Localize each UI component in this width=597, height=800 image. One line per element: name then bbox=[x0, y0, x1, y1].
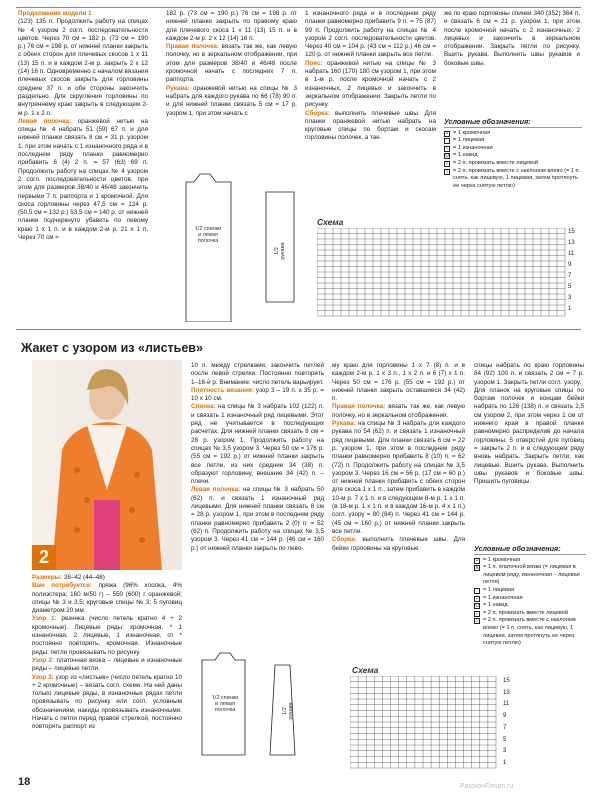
legend-symbol-icon: / bbox=[444, 161, 450, 167]
article-title: Жакет с узором из «листьев» bbox=[21, 341, 203, 355]
paragraph: (123) 135 п. Продолжить работу на спицах № 4 узором 2 согл. последовательности цветов. Через 70 см = 182 р. (73 см = 190 р.) 76 см = 198 р. от нижней планки закрыть с обеих сторон для плечевых скосов 1 х 11 (13) 15 п. и в каждом 2-м р. закрыть 2 х 12 (14) 16 п. Одновременно с началом вязания плечевых скосов закрыть для горловины средние 37 п. и обе стороны закончить раздельно. Для скругления горловины по внутреннему краю закрыть в следующем 2-м р. 1 х 2 п. bbox=[18, 18, 148, 117]
legend-symbol-icon: \ bbox=[444, 169, 450, 175]
legend-item bbox=[444, 130, 582, 138]
model-photo bbox=[32, 360, 182, 570]
page-number: 18 bbox=[18, 776, 31, 788]
legend-title: Условные обозначения: bbox=[474, 545, 586, 555]
row-number: 15 bbox=[568, 229, 575, 235]
bottom-col-1 bbox=[32, 574, 182, 770]
bottom-col-3 bbox=[332, 362, 465, 642]
legend-item bbox=[474, 610, 586, 618]
legend-item bbox=[474, 587, 586, 595]
paragraph: Узор 2: платочная вязка – лицевые и изнаночные ряды – лицевые петли. bbox=[32, 656, 182, 673]
top-col-3 bbox=[305, 10, 436, 225]
legend-text: = 1 накид bbox=[453, 152, 478, 159]
paragraph: 182 р. (73 см = 190 р.) 76 см = 198 р. от нижней планки закрыть по правому краю для плечевого скоса 1 х 11 (13) 15 п. и в каждом 2-м р. 2 х 12 (14) 16 п. bbox=[166, 10, 297, 42]
row-number: 5 bbox=[568, 284, 572, 290]
legend-item bbox=[474, 595, 586, 603]
legend-item bbox=[444, 168, 582, 191]
row-number: 1 bbox=[503, 759, 507, 766]
site-watermark: PassionForum.ru bbox=[460, 783, 514, 790]
row-number: 3 bbox=[503, 748, 507, 755]
legend-bottom bbox=[474, 545, 586, 648]
schema-row-numbers-bottom bbox=[503, 676, 510, 770]
legend-text: = 1 кромочная bbox=[483, 556, 521, 563]
legend-text: = 1 кромочная bbox=[453, 129, 491, 136]
schema-title-bottom: Схема bbox=[352, 665, 379, 675]
legend-text: = 1 изнаночная bbox=[453, 144, 493, 151]
legend-text: = 1 накид bbox=[483, 602, 508, 609]
paragraph: Правая полочка: вязать так же, как левую полочку, но в зеркальном отображении, при этом для размеров 38/40 и 46/48 после кромочной начать с последних 7 п. раппорта. bbox=[166, 43, 297, 84]
schema-row-numbers-top bbox=[568, 227, 575, 315]
legend-text: = 2 п. провязать вместе с наклоном влево (= 1 п. снять, как лицевую, 1 лицевая, затем протянуть ее через снятую петлю) bbox=[453, 167, 581, 189]
paragraph: Левая полочка: оранжевой нитью на спицы № 4 набрать 51 (59) 67 п. и для нижней планки связать 8 см = 31 р. узором 1, при этом начать с 1 изнаночного ряда и в последнем ряду планки равномерно прибавить 6 (4) 2 п. = 57 (63) 69 п. Продолжить работу на спицах № 4 узором 2 согл. последовательности цветов, при этом для размеров 38/40 и 46/48 закончить первыми 7 п. раппорта и 1 кромочной. Для скоса горловины через 47,5 см = 124 р. (50,5 см = 132 р.) 53,5 см = 140 р. от нижней планки подчеркнуто убавить по левому краю 1 х 1 п. и в каждом 2-м р. 21 х 1 п. Через 70 см = bbox=[18, 117, 148, 242]
legend-symbol-icon: • bbox=[444, 131, 450, 137]
row-number: 7 bbox=[503, 724, 507, 731]
legend-item bbox=[444, 152, 582, 160]
legend-symbol-icon: / bbox=[474, 611, 480, 617]
paragraph: Вам потребуется: пряжа (96% хлопка, 4% полиэстера; 160 м/50 г) – 550 (600) г оранжевой; спицы № 3 и 3,5; круговые спицы № 3; 5 пуговиц диаметром 20 мм. bbox=[32, 582, 182, 615]
section-rule bbox=[16, 329, 581, 330]
schema-grid-top bbox=[317, 228, 567, 318]
paragraph: Рукава: оранжевой нитью на спицы № 3 набрать для каждого рукава по 66 (78) 90 п. и для нижней планки связать 5 см = 17 р. узором 1, при этом начать с bbox=[166, 84, 297, 117]
paragraph: му краю для горловины 1 х 7 (8) п. и в каждом 2-м р. 1 х 3 п., 1 х 2 п. и 6 (7) х 1 п. Через 50 см = 176 р. (55 см = 192 р.) от нижней планки закрыть оставшиеся 34 (42) п. bbox=[332, 362, 465, 403]
top-col-2 bbox=[166, 10, 297, 150]
paragraph: Сборка: выполнить плечевые швы. Для бейки горловины на круговые bbox=[332, 536, 465, 552]
row-number: 9 bbox=[568, 262, 572, 268]
row-number: 11 bbox=[503, 701, 510, 708]
diagram2-label-sleeve: 1/2 рукава bbox=[282, 702, 294, 720]
paragraph: Размеры: 38–42 (44–48) bbox=[32, 574, 105, 581]
legend-symbol-icon: X bbox=[475, 565, 479, 572]
paragraph: Правая полочка: вязать так же, как левую полочку, но в зеркальном отображении. bbox=[332, 403, 465, 419]
diagram2-label-back: 1/2 спинки и левая полочка bbox=[211, 695, 239, 713]
legend-symbol-icon bbox=[444, 138, 450, 144]
legend-symbol-icon: – bbox=[445, 145, 449, 152]
legend-symbol-icon: – bbox=[475, 595, 479, 602]
paragraph: Продолжение модели 1 bbox=[18, 10, 92, 17]
bottom-col-2 bbox=[191, 362, 324, 642]
paragraph: Спинка: на спицы № 3 набрать 102 (122) п. и связать 1 изнаночный ряд лицевыми. Этот ряд не учитывается в последующих расчетах. Для нижней планки связать 8 см = 28 р. узором 1. Продолжить работу на спицах № 3,5 узором 3. Через 50 см = 176 р. (55 см = 192 р.) от нижней планки закрыть все петли, из них средние 34 (38) п. образуют горловину, внешние 34 (42) п. – плечи. bbox=[191, 403, 324, 486]
schema-grid-bottom bbox=[350, 676, 498, 770]
legend-text: = 1 лицевая bbox=[483, 586, 515, 593]
legend-symbol-icon: U bbox=[445, 153, 449, 160]
row-number: 11 bbox=[568, 251, 575, 257]
legend-item bbox=[444, 160, 582, 168]
row-number: 1 bbox=[568, 306, 572, 312]
diagram-label-sleeve: 1/2 рукава bbox=[274, 242, 286, 260]
row-number: 9 bbox=[503, 713, 507, 720]
legend-text: = 2 п. провязать вместе с наклоном влево (= 1 п. снять, как лицевую, 1 лицевая, затем протянуть ее через снятую петлю) bbox=[483, 617, 576, 647]
paragraph: же по краю горловины спинки 340 (352) 364 п. и связать 6 см = 21 р. узором 1, при этом после кромочной начать с 2 изнаночных, 2 лицевых и закончить в зеркальном отображении. Закрыть петли по рисунку. Вшить рукава. Выполнить швы рукавов и боковые швы. bbox=[444, 10, 580, 67]
legend-text: = 1 изнаночная bbox=[483, 594, 523, 601]
paragraph: Узор 1: резинка (число петель кратно 4 + 2 кромочные). Лицевые ряды: кромочная, * 1 изнаночная, 2 лицевые, 1 изнаночная, от * постоянно повторять, кромочная. Изнаночные ряды: петли провязывать по рисунку. bbox=[32, 615, 182, 656]
legend-symbol-icon: U bbox=[475, 603, 479, 610]
legend-item bbox=[474, 602, 586, 610]
row-number: 13 bbox=[503, 689, 510, 696]
top-rule bbox=[16, 7, 581, 8]
paragraph: Узор 3: узор из «листьев» (число петель кратно 10 + 2 кромочные) – вязать согл. схеме. На ней даны только лицевые ряды, в изнаночных рядах петли провязывать по рисунку или согл. условным обозначениям, накиды провязывать изнаночными. Начать с петли перед правой стрелкой, постоянно повторять раппорт из bbox=[32, 673, 182, 731]
pattern-diagram-top bbox=[166, 152, 306, 322]
row-number: 15 bbox=[503, 678, 510, 684]
legend-title: Условные обозначения: bbox=[444, 118, 582, 128]
row-number: 5 bbox=[503, 736, 507, 743]
legend-text: = 2 п. провязать вместе лицевой bbox=[483, 609, 569, 616]
diagram-label-back: 1/2 спинки и левая полочка bbox=[194, 226, 222, 244]
paragraph: Для планок на круговые спицы по бортам полочек и концам бейки набрать по 126 (138) п. и связать 2,5 см узором 2, при этом через 1 см от нижнего края в правой планке равномерно распределив до начала горловины, 5 отверстий для пуговиц = закрыть 2 п. и в следующем ряду вновь набрать. Закрыть петли, как лицевые. Вшить рукава. Выполнить швы рукавов и боковые швы. Пришить пуговицы. bbox=[474, 386, 584, 486]
row-number: 3 bbox=[568, 295, 572, 301]
paragraph: Левая полочка: на спицы № 3 набрать 50 (62) п. и связать 1 изнаночный ряд лицевыми. Для нижней планки связать 8 см = 28 р. узором 1, при этом в последнем ряду планки равномерно прибавить 2 (0) п. = 52 (62) п. Продолжить работу на спицах № 3,5 узором 3. Через 41 см = 144 р. (46 см = 160 р.) от нижней планки закрыть по лево- bbox=[191, 486, 324, 552]
top-col-4 bbox=[444, 10, 580, 115]
legend-text: = 2 п. провязать вместе лицевой bbox=[453, 159, 539, 166]
model-number-badge: 2 bbox=[32, 545, 56, 570]
paragraph: Пояс: оранжевой нитью на спицы № 3 набрать 160 (170) 180 см узором 1, при этом в 1-м р. после кромочной начать с 2 изнаночных, 2 лицевых и закончить в зеркальном отображении. Закрыть петли по рисунку. bbox=[305, 59, 436, 109]
paragraph: спицы набрать по краю горловины 84 (92) 100 п. и связать 2 см = 7 р. узором 1. Закрыть петли согл. узору. bbox=[474, 362, 584, 386]
legend-text: = 1 п. платочной вязки (= лицевая в лицевом ряду, изнаночная – лицевая петля) bbox=[483, 564, 580, 586]
paragraph: 1 изнаночного ряда и в последнем ряду планки равномерно прибавить 9 п. = 75 (87) 99 п. Продолжить работу на спицах № 4 узором 2 согл. последовательности цветов. Через 40 см = 104 р. (43 см = 112 р.) 46 см = 120 р. от нижней планки закрыть все петли. bbox=[305, 10, 436, 59]
legend-item bbox=[474, 564, 586, 587]
legend-symbol-icon: \ bbox=[474, 618, 480, 624]
schema-title-top: Схема bbox=[317, 217, 344, 227]
paragraph: Сборка: выполнить плечевые швы. Для планки оранжевой нитью набрать на круговые спицы по бортам и скосам горловины полочек, а так- bbox=[305, 109, 436, 142]
legend-top bbox=[444, 118, 582, 190]
paragraph: Плотность вязания: узор 3 – 19 п. х 35 р. = 10 х 10 см. bbox=[191, 386, 324, 403]
legend-item bbox=[444, 137, 582, 145]
paragraph: 10 п. между стрелками, закончить петлей после левой стрелки. Постоянно повторять 1–16-й р. Внимание: число петель варьирует. bbox=[191, 362, 324, 386]
legend-text: = 1 лицевая bbox=[453, 137, 485, 144]
row-number: 7 bbox=[568, 273, 572, 279]
bottom-col-4 bbox=[474, 362, 584, 542]
legend-item bbox=[474, 617, 586, 647]
top-col-1 bbox=[18, 10, 148, 328]
paragraph: Рукава: на спицы № 3 набрать для каждого рукава по 54 (62) п. и связать 1 изнаночный ряд лицевыми. Для планки связать 6 см = 22 р. узором 1, при этом в последнем ряду планки равномерно прибавить 8 (10) п. = 62 (72) п. Продолжить работу на спицах № 3,5 узором 3. Через 16 см = 56 р. (17 см = 60 р.) от нижней планки прибавить с обеих сторон для скоса 1 х 1 п., затем прибавить в каждом 10-м р. 7 х 1 п. и в следующем 8-м р. 1 х 1 п. (в 18-м р. 1 х 1 п. и в каждом 16-м р. 4 х 1 п.) согл. узору = 80 (84) п. Через 41 см = 144 р. (45 см = 160 р.) от нижней планки закрыть все петли. bbox=[332, 420, 465, 535]
legend-symbol-icon bbox=[474, 588, 480, 594]
legend-item bbox=[444, 145, 582, 153]
row-number: 13 bbox=[568, 240, 575, 246]
legend-symbol-icon: • bbox=[474, 558, 480, 564]
